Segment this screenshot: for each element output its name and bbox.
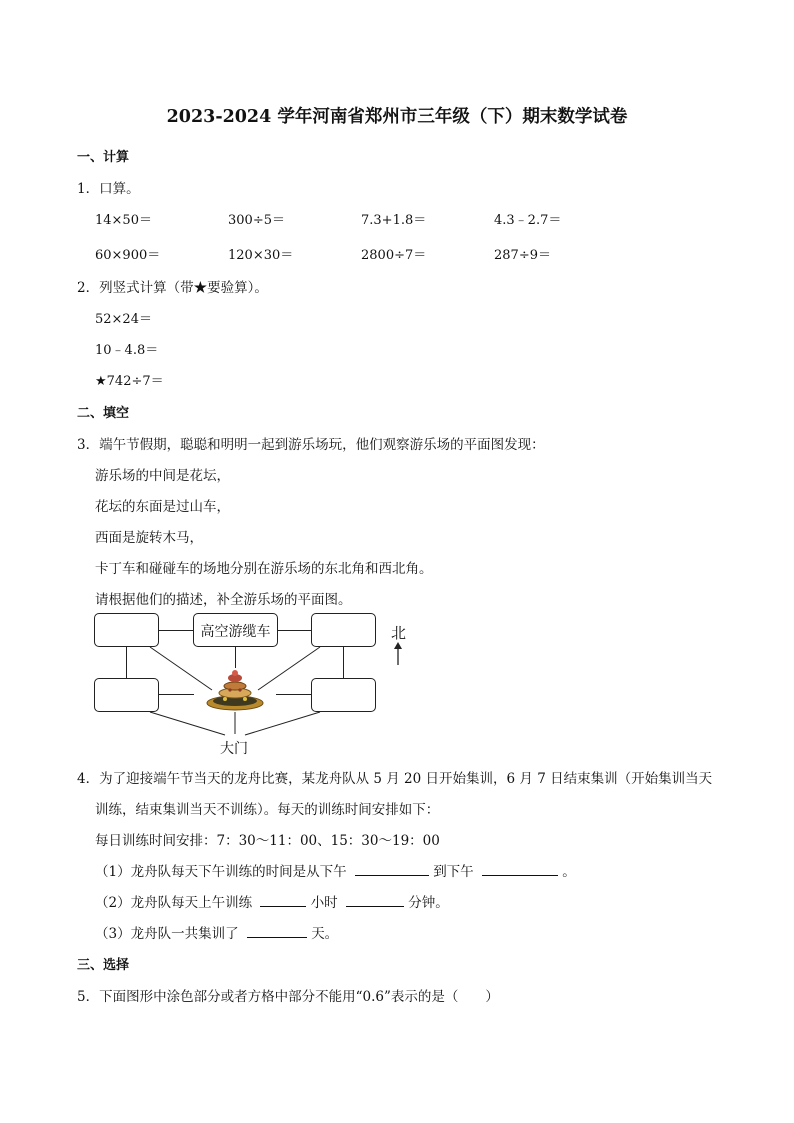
question-2-stem: 2．列竖式计算（带★要验算）。 (77, 280, 268, 296)
question-4-part-2-text-c: 分钟。 (408, 895, 449, 911)
question-1-stem: 1．口算。 (77, 181, 140, 197)
oral-calc-item: 120×30＝ (228, 248, 294, 263)
vertical-calc-item: ★742÷7＝ (95, 374, 164, 389)
vertical-calc-item: 52×24＝ (95, 312, 152, 327)
question-3-clue: 游乐场的中间是花坛， (95, 468, 230, 484)
question-4-stem-line2: 训练，结束集训当天不训练）。每天的训练时间安排如下： (95, 802, 440, 818)
flower-bed-icon (203, 666, 267, 714)
north-arrow-icon (392, 642, 404, 666)
question-4-part-1-text-b: 到下午 (433, 864, 474, 880)
question-3-instruction: 请根据他们的描述，补全游乐场的平面图。 (95, 592, 352, 608)
map-blank-box-east (311, 678, 376, 712)
question-5-stem: 5．下面图形中涂色部分或者方格中部分不能用“0.6”表示的是（ ） (77, 989, 499, 1005)
map-box-cable-car (193, 613, 278, 647)
question-4-part-1-text-a: （1）龙舟队每天下午训练的时间是从下午 (95, 864, 347, 880)
oral-calc-item: 4.3﹣2.7＝ (494, 213, 562, 228)
map-label-north: 北 (391, 624, 407, 642)
oral-calc-item: 300÷5＝ (228, 213, 285, 228)
map-blank-box-northwest (94, 613, 159, 647)
question-4-part-3 (95, 922, 338, 942)
map-label-gate: 大门 (220, 741, 248, 757)
map-label-cable-car: 高空游缆车 (200, 624, 271, 640)
vertical-calc-item: 10﹣4.8＝ (95, 343, 159, 358)
question-4-stem-line1: 4．为了迎接端午节当天的龙舟比赛，某龙舟队从 5 月 20 日开始集训，6 月 7 日结束集训（开始集训当天 (77, 771, 713, 787)
question-3-clue: 花坛的东面是过山车， (95, 499, 230, 515)
question-4-part-1 (95, 860, 576, 880)
question-3-stem: 3．端午节假期，聪聪和明明一起到游乐场玩，他们观察游乐场的平面图发现： (77, 437, 545, 453)
map-blank-box-northeast (311, 613, 376, 647)
answer-blank[interactable] (482, 862, 558, 876)
oral-calc-item: 2800÷7＝ (361, 248, 427, 263)
oral-calc-item: 287÷9＝ (494, 248, 551, 263)
answer-blank[interactable] (346, 893, 404, 907)
oral-calc-item: 14×50＝ (95, 213, 152, 228)
question-4-part-2 (95, 891, 449, 911)
map-blank-box-west (94, 678, 159, 712)
question-4-part-1-text-c: 。 (562, 864, 576, 880)
oral-calc-item: 7.3+1.8＝ (361, 213, 427, 228)
question-3-clue: 西面是旋转木马， (95, 530, 203, 546)
section-heading-calculation: 一、计算 (77, 150, 130, 165)
question-4-schedule: 每日训练时间安排：7：30～11：00、15：30～19：00 (95, 833, 440, 849)
answer-blank[interactable] (355, 862, 429, 876)
question-4-part-3-text-a: （3）龙舟队一共集训了 (95, 926, 239, 942)
section-heading-choice: 三、选择 (77, 958, 130, 973)
answer-blank[interactable] (260, 893, 306, 907)
question-4-part-3-text-b: 天。 (311, 926, 339, 942)
question-4-part-2-text-b: 小时 (310, 895, 338, 911)
question-4-part-2-text-a: （2）龙舟队每天上午训练 (95, 895, 253, 911)
oral-calc-item: 60×900＝ (95, 248, 161, 263)
question-3-clue: 卡丁车和碰碰车的场地分别在游乐场的东北角和西北角。 (95, 561, 433, 577)
section-heading-fill-blank: 二、填空 (77, 406, 130, 421)
page-title: 2023-2024 学年河南省郑州市三年级（下）期末数学试卷 (166, 107, 628, 127)
answer-blank[interactable] (247, 924, 307, 938)
